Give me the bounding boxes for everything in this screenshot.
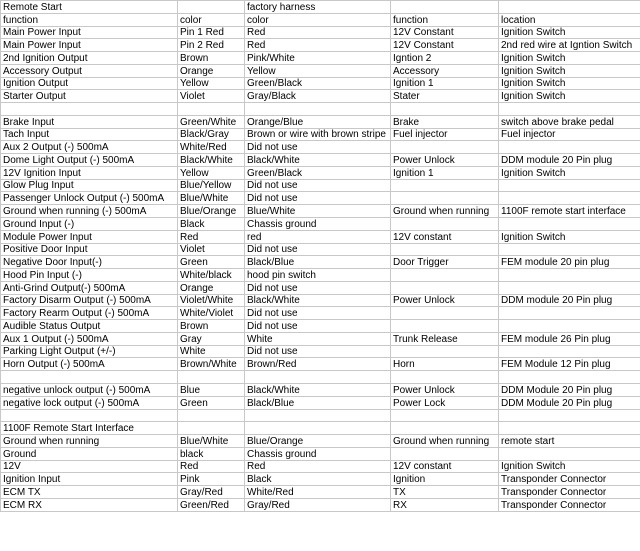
cell-location[interactable]: remote start bbox=[499, 435, 640, 448]
cell-harness-color[interactable]: color bbox=[245, 13, 391, 26]
cell-function[interactable]: Dome Light Output (-) 500mA bbox=[1, 154, 178, 167]
table-row bbox=[1, 192, 640, 205]
cell-function[interactable]: Accessory Output bbox=[1, 64, 178, 77]
table-row bbox=[1, 269, 640, 282]
table-row bbox=[1, 383, 640, 396]
cell-harness-color[interactable]: Red bbox=[245, 39, 391, 52]
cell-module-color[interactable]: Brown bbox=[178, 320, 245, 333]
cell-location[interactable] bbox=[499, 103, 640, 116]
table-row bbox=[1, 52, 640, 65]
cell-harness-function[interactable] bbox=[391, 345, 499, 358]
cell-location[interactable]: FEM Module 12 Pin plug bbox=[499, 358, 640, 371]
table-row bbox=[1, 154, 640, 167]
table-row bbox=[1, 26, 640, 39]
cell-harness-color[interactable]: Did not use bbox=[245, 192, 391, 205]
cell-location[interactable] bbox=[499, 320, 640, 333]
cell-harness-color[interactable]: Did not use bbox=[245, 243, 391, 256]
cell-function[interactable]: Main Power Input bbox=[1, 26, 178, 39]
cell-location[interactable]: Ignition Switch bbox=[499, 166, 640, 179]
cell-module-color[interactable]: Violet bbox=[178, 243, 245, 256]
cell-harness-color[interactable]: Orange/Blue bbox=[245, 115, 391, 128]
cell-harness-function[interactable]: Igntion 2 bbox=[391, 52, 499, 65]
cell-module-color[interactable] bbox=[178, 371, 245, 384]
cell-module-color[interactable]: Green bbox=[178, 256, 245, 269]
cell-harness-function[interactable]: function bbox=[391, 13, 499, 26]
cell-harness-color[interactable]: Did not use bbox=[245, 141, 391, 154]
cell-module-color[interactable] bbox=[178, 422, 245, 435]
cell-location[interactable] bbox=[499, 371, 640, 384]
cell-harness-function[interactable]: Power Lock bbox=[391, 396, 499, 409]
cell-harness-function[interactable]: 12V constant bbox=[391, 230, 499, 243]
table-row bbox=[1, 473, 640, 486]
cell-module-color[interactable]: Blue/Orange bbox=[178, 205, 245, 218]
table-row bbox=[1, 345, 640, 358]
cell-module-color[interactable]: Pin 1 Red bbox=[178, 26, 245, 39]
cell-module-color[interactable]: White bbox=[178, 345, 245, 358]
cell-function[interactable]: Brake Input bbox=[1, 115, 178, 128]
cell-location[interactable]: FEM module 20 pin plug bbox=[499, 256, 640, 269]
cell-module-color[interactable]: White/Violet bbox=[178, 307, 245, 320]
cell-harness-function[interactable]: Power Unlock bbox=[391, 383, 499, 396]
cell-module-color[interactable]: Blue/White bbox=[178, 192, 245, 205]
cell-function[interactable]: Starter Output bbox=[1, 90, 178, 103]
cell-function[interactable]: 1100F Remote Start Interface bbox=[1, 422, 178, 435]
table-row bbox=[1, 358, 640, 371]
cell-harness-function[interactable]: Stater bbox=[391, 90, 499, 103]
cell-location[interactable]: DDM Module 20 Pin plug bbox=[499, 396, 640, 409]
cell-location[interactable]: DDM module 20 Pin plug bbox=[499, 154, 640, 167]
cell-location[interactable]: switch above brake pedal bbox=[499, 115, 640, 128]
cell-module-color[interactable]: Pin 2 Red bbox=[178, 39, 245, 52]
cell-module-color[interactable]: Orange bbox=[178, 64, 245, 77]
cell-module-color[interactable]: Red bbox=[178, 230, 245, 243]
cell-harness-color[interactable]: Gray/Black bbox=[245, 90, 391, 103]
cell-module-color[interactable]: black bbox=[178, 447, 245, 460]
cell-location[interactable]: DDM module 20 Pin plug bbox=[499, 294, 640, 307]
cell-module-color[interactable]: Black/Gray bbox=[178, 128, 245, 141]
cell-location[interactable] bbox=[499, 269, 640, 282]
cell-module-color[interactable]: Pink bbox=[178, 473, 245, 486]
cell-harness-color[interactable] bbox=[245, 371, 391, 384]
cell-harness-color[interactable]: Chassis ground bbox=[245, 447, 391, 460]
cell-function[interactable]: Tach Input bbox=[1, 128, 178, 141]
cell-module-color[interactable]: White/Red bbox=[178, 141, 245, 154]
cell-harness-color[interactable]: Black/White bbox=[245, 294, 391, 307]
cell-harness-color[interactable]: Red bbox=[245, 26, 391, 39]
cell-location[interactable]: Ignition Switch bbox=[499, 26, 640, 39]
cell-function[interactable]: Negative Door Input(-) bbox=[1, 256, 178, 269]
cell-module-color[interactable] bbox=[178, 409, 245, 422]
cell-location[interactable]: Transponder Connector bbox=[499, 473, 640, 486]
cell-harness-function[interactable]: Horn bbox=[391, 358, 499, 371]
cell-harness-color[interactable]: Red bbox=[245, 460, 391, 473]
cell-harness-color[interactable]: Did not use bbox=[245, 281, 391, 294]
cell-harness-color[interactable]: Did not use bbox=[245, 307, 391, 320]
cell-function[interactable] bbox=[1, 103, 178, 116]
cell-harness-color[interactable]: Gray/Red bbox=[245, 498, 391, 511]
cell-function[interactable]: Positive Door Input bbox=[1, 243, 178, 256]
cell-harness-color[interactable]: Green/Black bbox=[245, 77, 391, 90]
cell-module-color[interactable]: Black/White bbox=[178, 154, 245, 167]
table-row bbox=[1, 103, 640, 116]
cell-location[interactable] bbox=[499, 422, 640, 435]
cell-harness-function[interactable] bbox=[391, 243, 499, 256]
cell-harness-color[interactable]: Brown or wire with brown stripe bbox=[245, 128, 391, 141]
cell-harness-function[interactable]: Ground when running bbox=[391, 435, 499, 448]
cell-harness-function[interactable]: Ignition 1 bbox=[391, 77, 499, 90]
cell-harness-function[interactable]: Brake bbox=[391, 115, 499, 128]
cell-harness-color[interactable]: White/Red bbox=[245, 486, 391, 499]
cell-harness-function[interactable]: Ignition 1 bbox=[391, 166, 499, 179]
cell-location[interactable]: 2nd red wire at Igntion Switch bbox=[499, 39, 640, 52]
cell-module-color[interactable]: Yellow bbox=[178, 77, 245, 90]
cell-function[interactable]: 2nd Ignition Output bbox=[1, 52, 178, 65]
cell-module-color[interactable]: Red bbox=[178, 460, 245, 473]
cell-function[interactable] bbox=[1, 409, 178, 422]
cell-harness-color[interactable]: Yellow bbox=[245, 64, 391, 77]
cell-harness-color[interactable]: red bbox=[245, 230, 391, 243]
cell-module-color[interactable]: Gray bbox=[178, 332, 245, 345]
cell-module-color[interactable]: Blue/White bbox=[178, 435, 245, 448]
cell-location[interactable]: Ignition Switch bbox=[499, 64, 640, 77]
cell-function[interactable]: negative unlock output (-) 500mA bbox=[1, 383, 178, 396]
cell-module-color[interactable]: Blue bbox=[178, 383, 245, 396]
cell-function[interactable]: Hood Pin Input (-) bbox=[1, 269, 178, 282]
cell-harness-function[interactable]: 12V Constant bbox=[391, 39, 499, 52]
cell-module-color[interactable]: Green bbox=[178, 396, 245, 409]
cell-function[interactable]: 12V Ignition Input bbox=[1, 166, 178, 179]
cell-function[interactable]: Factory Disarm Output (-) 500mA bbox=[1, 294, 178, 307]
cell-harness-function[interactable] bbox=[391, 281, 499, 294]
cell-harness-function[interactable] bbox=[391, 320, 499, 333]
cell-harness-function[interactable]: 12V Constant bbox=[391, 26, 499, 39]
cell-function[interactable] bbox=[1, 371, 178, 384]
cell-harness-color[interactable]: factory harness bbox=[245, 1, 391, 14]
cell-module-color[interactable]: Yellow bbox=[178, 166, 245, 179]
table-row bbox=[1, 256, 640, 269]
cell-harness-function[interactable]: Ignition bbox=[391, 473, 499, 486]
cell-harness-color[interactable]: hood pin switch bbox=[245, 269, 391, 282]
cell-module-color[interactable]: Gray/Red bbox=[178, 486, 245, 499]
cell-module-color[interactable]: Violet/White bbox=[178, 294, 245, 307]
table-row bbox=[1, 498, 640, 511]
cell-module-color[interactable]: Orange bbox=[178, 281, 245, 294]
cell-function[interactable]: Ground when running (-) 500mA bbox=[1, 205, 178, 218]
cell-function[interactable]: Main Power Input bbox=[1, 39, 178, 52]
cell-harness-color[interactable]: Did not use bbox=[245, 345, 391, 358]
cell-location[interactable]: Ignition Switch bbox=[499, 90, 640, 103]
cell-harness-function[interactable] bbox=[391, 1, 499, 14]
table-row bbox=[1, 371, 640, 384]
cell-location[interactable]: FEM module 26 Pin plug bbox=[499, 332, 640, 345]
cell-harness-function[interactable] bbox=[391, 179, 499, 192]
cell-module-color[interactable]: Brown/White bbox=[178, 358, 245, 371]
cell-module-color[interactable] bbox=[178, 1, 245, 14]
table-row bbox=[1, 486, 640, 499]
table-row bbox=[1, 409, 640, 422]
table-row bbox=[1, 77, 640, 90]
cell-harness-function[interactable]: Power Unlock bbox=[391, 294, 499, 307]
table-row bbox=[1, 141, 640, 154]
cell-function[interactable]: ECM TX bbox=[1, 486, 178, 499]
cell-module-color[interactable]: Green/Red bbox=[178, 498, 245, 511]
cell-location[interactable]: Transponder Connector bbox=[499, 486, 640, 499]
cell-harness-color[interactable]: White bbox=[245, 332, 391, 345]
table-row bbox=[1, 39, 640, 52]
cell-harness-color[interactable]: Blue/White bbox=[245, 205, 391, 218]
table-row bbox=[1, 128, 640, 141]
cell-function[interactable]: Horn Output (-) 500mA bbox=[1, 358, 178, 371]
cell-location[interactable]: Fuel injector bbox=[499, 128, 640, 141]
cell-module-color[interactable]: Violet bbox=[178, 90, 245, 103]
cell-module-color[interactable]: Blue/Yellow bbox=[178, 179, 245, 192]
cell-harness-function[interactable]: Power Unlock bbox=[391, 154, 499, 167]
cell-harness-function[interactable] bbox=[391, 409, 499, 422]
table-row bbox=[1, 460, 640, 473]
cell-harness-color[interactable] bbox=[245, 422, 391, 435]
cell-function[interactable]: ECM RX bbox=[1, 498, 178, 511]
cell-location[interactable] bbox=[499, 218, 640, 231]
table-row bbox=[1, 115, 640, 128]
cell-harness-function[interactable] bbox=[391, 447, 499, 460]
cell-harness-function[interactable] bbox=[391, 103, 499, 116]
cell-location[interactable]: DDM Module 20 Pin plug bbox=[499, 383, 640, 396]
cell-harness-function[interactable]: Trunk Release bbox=[391, 332, 499, 345]
cell-location[interactable] bbox=[499, 243, 640, 256]
cell-harness-color[interactable]: Black/White bbox=[245, 154, 391, 167]
cell-function[interactable]: Module Power Input bbox=[1, 230, 178, 243]
cell-location[interactable]: Ignition Switch bbox=[499, 52, 640, 65]
table-row bbox=[1, 13, 640, 26]
cell-function[interactable]: Remote Start bbox=[1, 1, 178, 14]
cell-harness-function[interactable] bbox=[391, 371, 499, 384]
cell-location[interactable] bbox=[499, 192, 640, 205]
cell-harness-color[interactable] bbox=[245, 409, 391, 422]
table-row bbox=[1, 396, 640, 409]
cell-harness-function[interactable] bbox=[391, 269, 499, 282]
cell-harness-color[interactable]: Brown/Red bbox=[245, 358, 391, 371]
table-row bbox=[1, 1, 640, 14]
cell-function[interactable]: function bbox=[1, 13, 178, 26]
cell-module-color[interactable]: White/black bbox=[178, 269, 245, 282]
cell-function[interactable]: negative lock output (-) 500mA bbox=[1, 396, 178, 409]
cell-harness-function[interactable]: Ground when running bbox=[391, 205, 499, 218]
cell-function[interactable]: 12V bbox=[1, 460, 178, 473]
cell-function[interactable]: Ignition Input bbox=[1, 473, 178, 486]
cell-harness-function[interactable]: Door Trigger bbox=[391, 256, 499, 269]
cell-harness-color[interactable]: Black bbox=[245, 473, 391, 486]
cell-harness-color[interactable]: Chassis ground bbox=[245, 218, 391, 231]
cell-harness-color[interactable] bbox=[245, 103, 391, 116]
cell-function[interactable]: Ground when running bbox=[1, 435, 178, 448]
table-row bbox=[1, 332, 640, 345]
cell-location[interactable]: Ignition Switch bbox=[499, 230, 640, 243]
table-row bbox=[1, 243, 640, 256]
table-row bbox=[1, 230, 640, 243]
table-row bbox=[1, 320, 640, 333]
cell-harness-function[interactable]: Accessory bbox=[391, 64, 499, 77]
cell-function[interactable]: Anti-Grind Output(-) 500mA bbox=[1, 281, 178, 294]
cell-function[interactable]: Parking Light Output (+/-) bbox=[1, 345, 178, 358]
cell-harness-color[interactable]: Blue/Orange bbox=[245, 435, 391, 448]
cell-location[interactable]: Transponder Connector bbox=[499, 498, 640, 511]
cell-function[interactable]: Factory Rearm Output (-) 500mA bbox=[1, 307, 178, 320]
cell-location[interactable] bbox=[499, 1, 640, 14]
cell-function[interactable]: Ground bbox=[1, 447, 178, 460]
cell-harness-function[interactable] bbox=[391, 218, 499, 231]
cell-function[interactable]: Audible Status Output bbox=[1, 320, 178, 333]
cell-harness-function[interactable] bbox=[391, 192, 499, 205]
cell-module-color[interactable] bbox=[178, 103, 245, 116]
cell-module-color[interactable]: Black bbox=[178, 218, 245, 231]
cell-location[interactable]: 1100F remote start interface bbox=[499, 205, 640, 218]
table-row bbox=[1, 64, 640, 77]
cell-harness-function[interactable] bbox=[391, 141, 499, 154]
cell-location[interactable]: Ignition Switch bbox=[499, 77, 640, 90]
table-row bbox=[1, 307, 640, 320]
cell-function[interactable]: Aux 2 Output (-) 500mA bbox=[1, 141, 178, 154]
cell-location[interactable] bbox=[499, 281, 640, 294]
table-row bbox=[1, 205, 640, 218]
cell-module-color[interactable]: color bbox=[178, 13, 245, 26]
cell-harness-function[interactable] bbox=[391, 307, 499, 320]
cell-harness-function[interactable] bbox=[391, 422, 499, 435]
cell-location[interactable] bbox=[499, 141, 640, 154]
cell-location[interactable]: Ignition Switch bbox=[499, 460, 640, 473]
cell-function[interactable]: Ground Input (-) bbox=[1, 218, 178, 231]
cell-function[interactable]: Passenger Unlock Output (-) 500mA bbox=[1, 192, 178, 205]
cell-harness-function[interactable]: TX bbox=[391, 486, 499, 499]
cell-harness-function[interactable]: Fuel injector bbox=[391, 128, 499, 141]
cell-harness-function[interactable]: 12V constant bbox=[391, 460, 499, 473]
table-row bbox=[1, 166, 640, 179]
cell-harness-color[interactable]: Black/Blue bbox=[245, 396, 391, 409]
cell-location[interactable] bbox=[499, 345, 640, 358]
wiring-table-body bbox=[1, 1, 640, 512]
table-row bbox=[1, 422, 640, 435]
cell-function[interactable]: Ignition Output bbox=[1, 77, 178, 90]
cell-harness-color[interactable]: Pink/White bbox=[245, 52, 391, 65]
cell-location[interactable] bbox=[499, 447, 640, 460]
cell-harness-color[interactable]: Green/Black bbox=[245, 166, 391, 179]
table-row bbox=[1, 179, 640, 192]
cell-module-color[interactable]: Brown bbox=[178, 52, 245, 65]
cell-harness-color[interactable]: Did not use bbox=[245, 320, 391, 333]
cell-location[interactable] bbox=[499, 179, 640, 192]
table-row bbox=[1, 447, 640, 460]
cell-location[interactable]: location bbox=[499, 13, 640, 26]
table-row bbox=[1, 218, 640, 231]
cell-harness-color[interactable]: Black/White bbox=[245, 383, 391, 396]
table-row bbox=[1, 90, 640, 103]
table-row bbox=[1, 281, 640, 294]
cell-function[interactable]: Glow Plug Input bbox=[1, 179, 178, 192]
table-row bbox=[1, 294, 640, 307]
cell-location[interactable] bbox=[499, 409, 640, 422]
cell-module-color[interactable]: Green/White bbox=[178, 115, 245, 128]
cell-harness-color[interactable]: Black/Blue bbox=[245, 256, 391, 269]
cell-harness-color[interactable]: Did not use bbox=[245, 179, 391, 192]
cell-harness-function[interactable]: RX bbox=[391, 498, 499, 511]
cell-function[interactable]: Aux 1 Output (-) 500mA bbox=[1, 332, 178, 345]
table-row bbox=[1, 435, 640, 448]
cell-location[interactable] bbox=[499, 307, 640, 320]
